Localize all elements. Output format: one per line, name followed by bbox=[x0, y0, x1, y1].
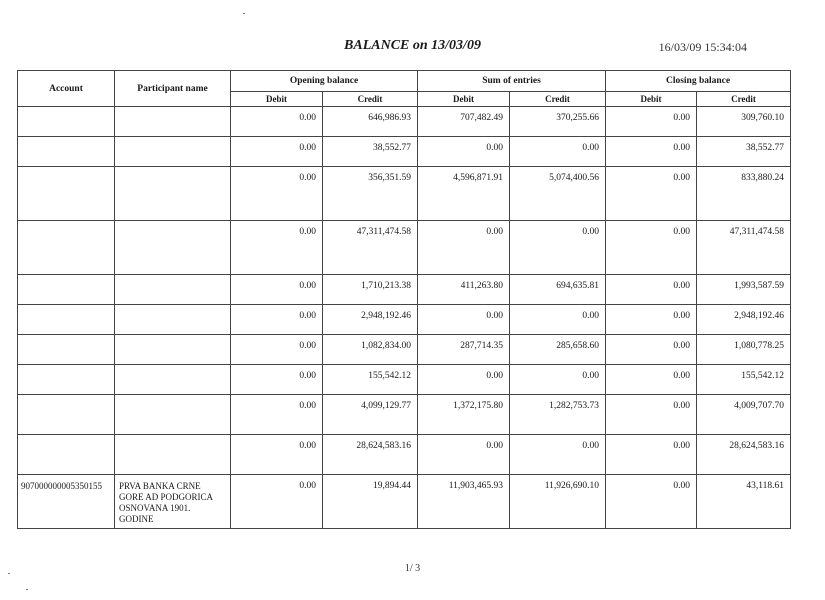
page-number: 1/ 3 bbox=[404, 563, 421, 574]
account-cell bbox=[18, 365, 115, 395]
opening-debit-cell: 0.00 bbox=[231, 365, 323, 395]
closing-credit-cell: 38,552.77 bbox=[697, 137, 791, 167]
opening-credit-cell: 1,710,213.38 bbox=[323, 275, 418, 305]
participant-cell bbox=[115, 221, 231, 275]
header-sum-of-entries: Sum of entries bbox=[418, 71, 606, 92]
sum-credit-cell: 0.00 bbox=[510, 305, 606, 335]
sum-credit-cell: 1,282,753.73 bbox=[510, 395, 606, 435]
participant-cell bbox=[115, 335, 231, 365]
sum-debit-cell: 0.00 bbox=[418, 221, 510, 275]
closing-credit-cell: 47,311,474.58 bbox=[697, 221, 791, 275]
sum-debit-cell: 707,482.49 bbox=[418, 107, 510, 137]
opening-debit-cell: 0.00 bbox=[231, 435, 323, 475]
account-cell bbox=[18, 305, 115, 335]
closing-credit-cell: 1,080,778.25 bbox=[697, 335, 791, 365]
opening-credit-cell: 4,099,129.77 bbox=[323, 395, 418, 435]
account-cell bbox=[18, 167, 115, 221]
table-row bbox=[18, 107, 791, 137]
sum-debit-cell: 1,372,175.80 bbox=[418, 395, 510, 435]
closing-debit-cell: 0.00 bbox=[606, 395, 697, 435]
header-sum-credit: Credit bbox=[510, 92, 606, 107]
header-closing-balance: Closing balance bbox=[606, 71, 791, 92]
sum-debit-cell: 287,714.35 bbox=[418, 335, 510, 365]
table-row bbox=[18, 335, 791, 365]
opening-debit-cell: 0.00 bbox=[231, 221, 323, 275]
opening-credit-cell: 1,082,834.00 bbox=[323, 335, 418, 365]
closing-debit-cell: 0.00 bbox=[606, 365, 697, 395]
scan-speck bbox=[26, 589, 28, 590]
account-cell bbox=[18, 107, 115, 137]
sum-credit-cell: 0.00 bbox=[510, 365, 606, 395]
account-cell bbox=[18, 221, 115, 275]
scan-speck bbox=[8, 573, 10, 574]
sum-debit-cell: 0.00 bbox=[418, 137, 510, 167]
account-cell bbox=[18, 275, 115, 305]
opening-credit-cell: 646,986.93 bbox=[323, 107, 418, 137]
table-row bbox=[18, 167, 791, 221]
header-opening-debit: Debit bbox=[231, 92, 323, 107]
opening-credit-cell: 2,948,192.46 bbox=[323, 305, 418, 335]
table-row bbox=[18, 395, 791, 435]
header-closing-debit: Debit bbox=[606, 92, 697, 107]
sum-credit-cell: 0.00 bbox=[510, 137, 606, 167]
opening-credit-cell: 356,351.59 bbox=[323, 167, 418, 221]
sum-credit-cell: 0.00 bbox=[510, 221, 606, 275]
account-cell bbox=[18, 435, 115, 475]
opening-credit-cell: 28,624,583.16 bbox=[323, 435, 418, 475]
closing-debit-cell: 0.00 bbox=[606, 475, 697, 529]
header-participant-name: Participant name bbox=[115, 71, 231, 107]
closing-credit-cell: 4,009,707.70 bbox=[697, 395, 791, 435]
sum-credit-cell: 370,255.66 bbox=[510, 107, 606, 137]
opening-credit-cell: 19,894.44 bbox=[323, 475, 418, 529]
table-row bbox=[18, 435, 791, 475]
opening-debit-cell: 0.00 bbox=[231, 107, 323, 137]
participant-cell bbox=[115, 395, 231, 435]
opening-debit-cell: 0.00 bbox=[231, 305, 323, 335]
page-title: BALANCE on 13/03/09 bbox=[344, 38, 481, 53]
table-row bbox=[18, 475, 791, 529]
sum-debit-cell: 411,263.80 bbox=[418, 275, 510, 305]
participant-cell bbox=[115, 365, 231, 395]
account-cell: 907000000005350155 bbox=[18, 475, 115, 529]
sum-credit-cell: 694,635.81 bbox=[510, 275, 606, 305]
sum-debit-cell: 11,903,465.93 bbox=[418, 475, 510, 529]
opening-debit-cell: 0.00 bbox=[231, 137, 323, 167]
sum-debit-cell: 0.00 bbox=[418, 435, 510, 475]
table-body bbox=[18, 107, 791, 529]
closing-debit-cell: 0.00 bbox=[606, 435, 697, 475]
table-header bbox=[18, 71, 791, 107]
closing-debit-cell: 0.00 bbox=[606, 137, 697, 167]
participant-cell bbox=[115, 275, 231, 305]
opening-debit-cell: 0.00 bbox=[231, 275, 323, 305]
opening-debit-cell: 0.00 bbox=[231, 475, 323, 529]
closing-credit-cell: 43,118.61 bbox=[697, 475, 791, 529]
opening-debit-cell: 0.00 bbox=[231, 395, 323, 435]
sum-debit-cell: 0.00 bbox=[418, 365, 510, 395]
closing-debit-cell: 0.00 bbox=[606, 305, 697, 335]
opening-debit-cell: 0.00 bbox=[231, 335, 323, 365]
opening-debit-cell: 0.00 bbox=[231, 167, 323, 221]
participant-cell bbox=[115, 137, 231, 167]
header-closing-credit: Credit bbox=[697, 92, 791, 107]
table-row bbox=[18, 137, 791, 167]
closing-credit-cell: 1,993,587.59 bbox=[697, 275, 791, 305]
sum-credit-cell: 0.00 bbox=[510, 435, 606, 475]
account-cell bbox=[18, 137, 115, 167]
opening-credit-cell: 155,542.12 bbox=[323, 365, 418, 395]
closing-credit-cell: 2,948,192.46 bbox=[697, 305, 791, 335]
table-row bbox=[18, 305, 791, 335]
account-cell bbox=[18, 395, 115, 435]
header-sum-debit: Debit bbox=[418, 92, 510, 107]
sum-debit-cell: 4,596,871.91 bbox=[418, 167, 510, 221]
closing-debit-cell: 0.00 bbox=[606, 221, 697, 275]
closing-debit-cell: 0.00 bbox=[606, 107, 697, 137]
balance-table bbox=[17, 70, 791, 529]
participant-cell bbox=[115, 305, 231, 335]
sum-debit-cell: 0.00 bbox=[418, 305, 510, 335]
participant-cell bbox=[115, 107, 231, 137]
closing-debit-cell: 0.00 bbox=[606, 167, 697, 221]
sum-credit-cell: 11,926,690.10 bbox=[510, 475, 606, 529]
table-row bbox=[18, 221, 791, 275]
sum-credit-cell: 285,658.60 bbox=[510, 335, 606, 365]
report-timestamp: 16/03/09 15:34:04 bbox=[658, 40, 747, 54]
closing-credit-cell: 309,760.10 bbox=[697, 107, 791, 137]
opening-credit-cell: 38,552.77 bbox=[323, 137, 418, 167]
closing-credit-cell: 28,624,583.16 bbox=[697, 435, 791, 475]
closing-debit-cell: 0.00 bbox=[606, 275, 697, 305]
sum-credit-cell: 5,074,400.56 bbox=[510, 167, 606, 221]
participant-cell bbox=[115, 167, 231, 221]
header-opening-balance: Opening balance bbox=[231, 71, 418, 92]
opening-credit-cell: 47,311,474.58 bbox=[323, 221, 418, 275]
participant-cell: PRVA BANKA CRNE GORE AD PODGORICA OSNOVANA 1901. GODINE bbox=[115, 475, 231, 529]
table-row bbox=[18, 275, 791, 305]
scan-speck bbox=[243, 13, 245, 14]
closing-credit-cell: 833,880.24 bbox=[697, 167, 791, 221]
account-cell bbox=[18, 335, 115, 365]
closing-debit-cell: 0.00 bbox=[606, 335, 697, 365]
header-account: Account bbox=[18, 71, 115, 107]
header-opening-credit: Credit bbox=[323, 92, 418, 107]
table-row bbox=[18, 365, 791, 395]
closing-credit-cell: 155,542.12 bbox=[697, 365, 791, 395]
participant-cell bbox=[115, 435, 231, 475]
